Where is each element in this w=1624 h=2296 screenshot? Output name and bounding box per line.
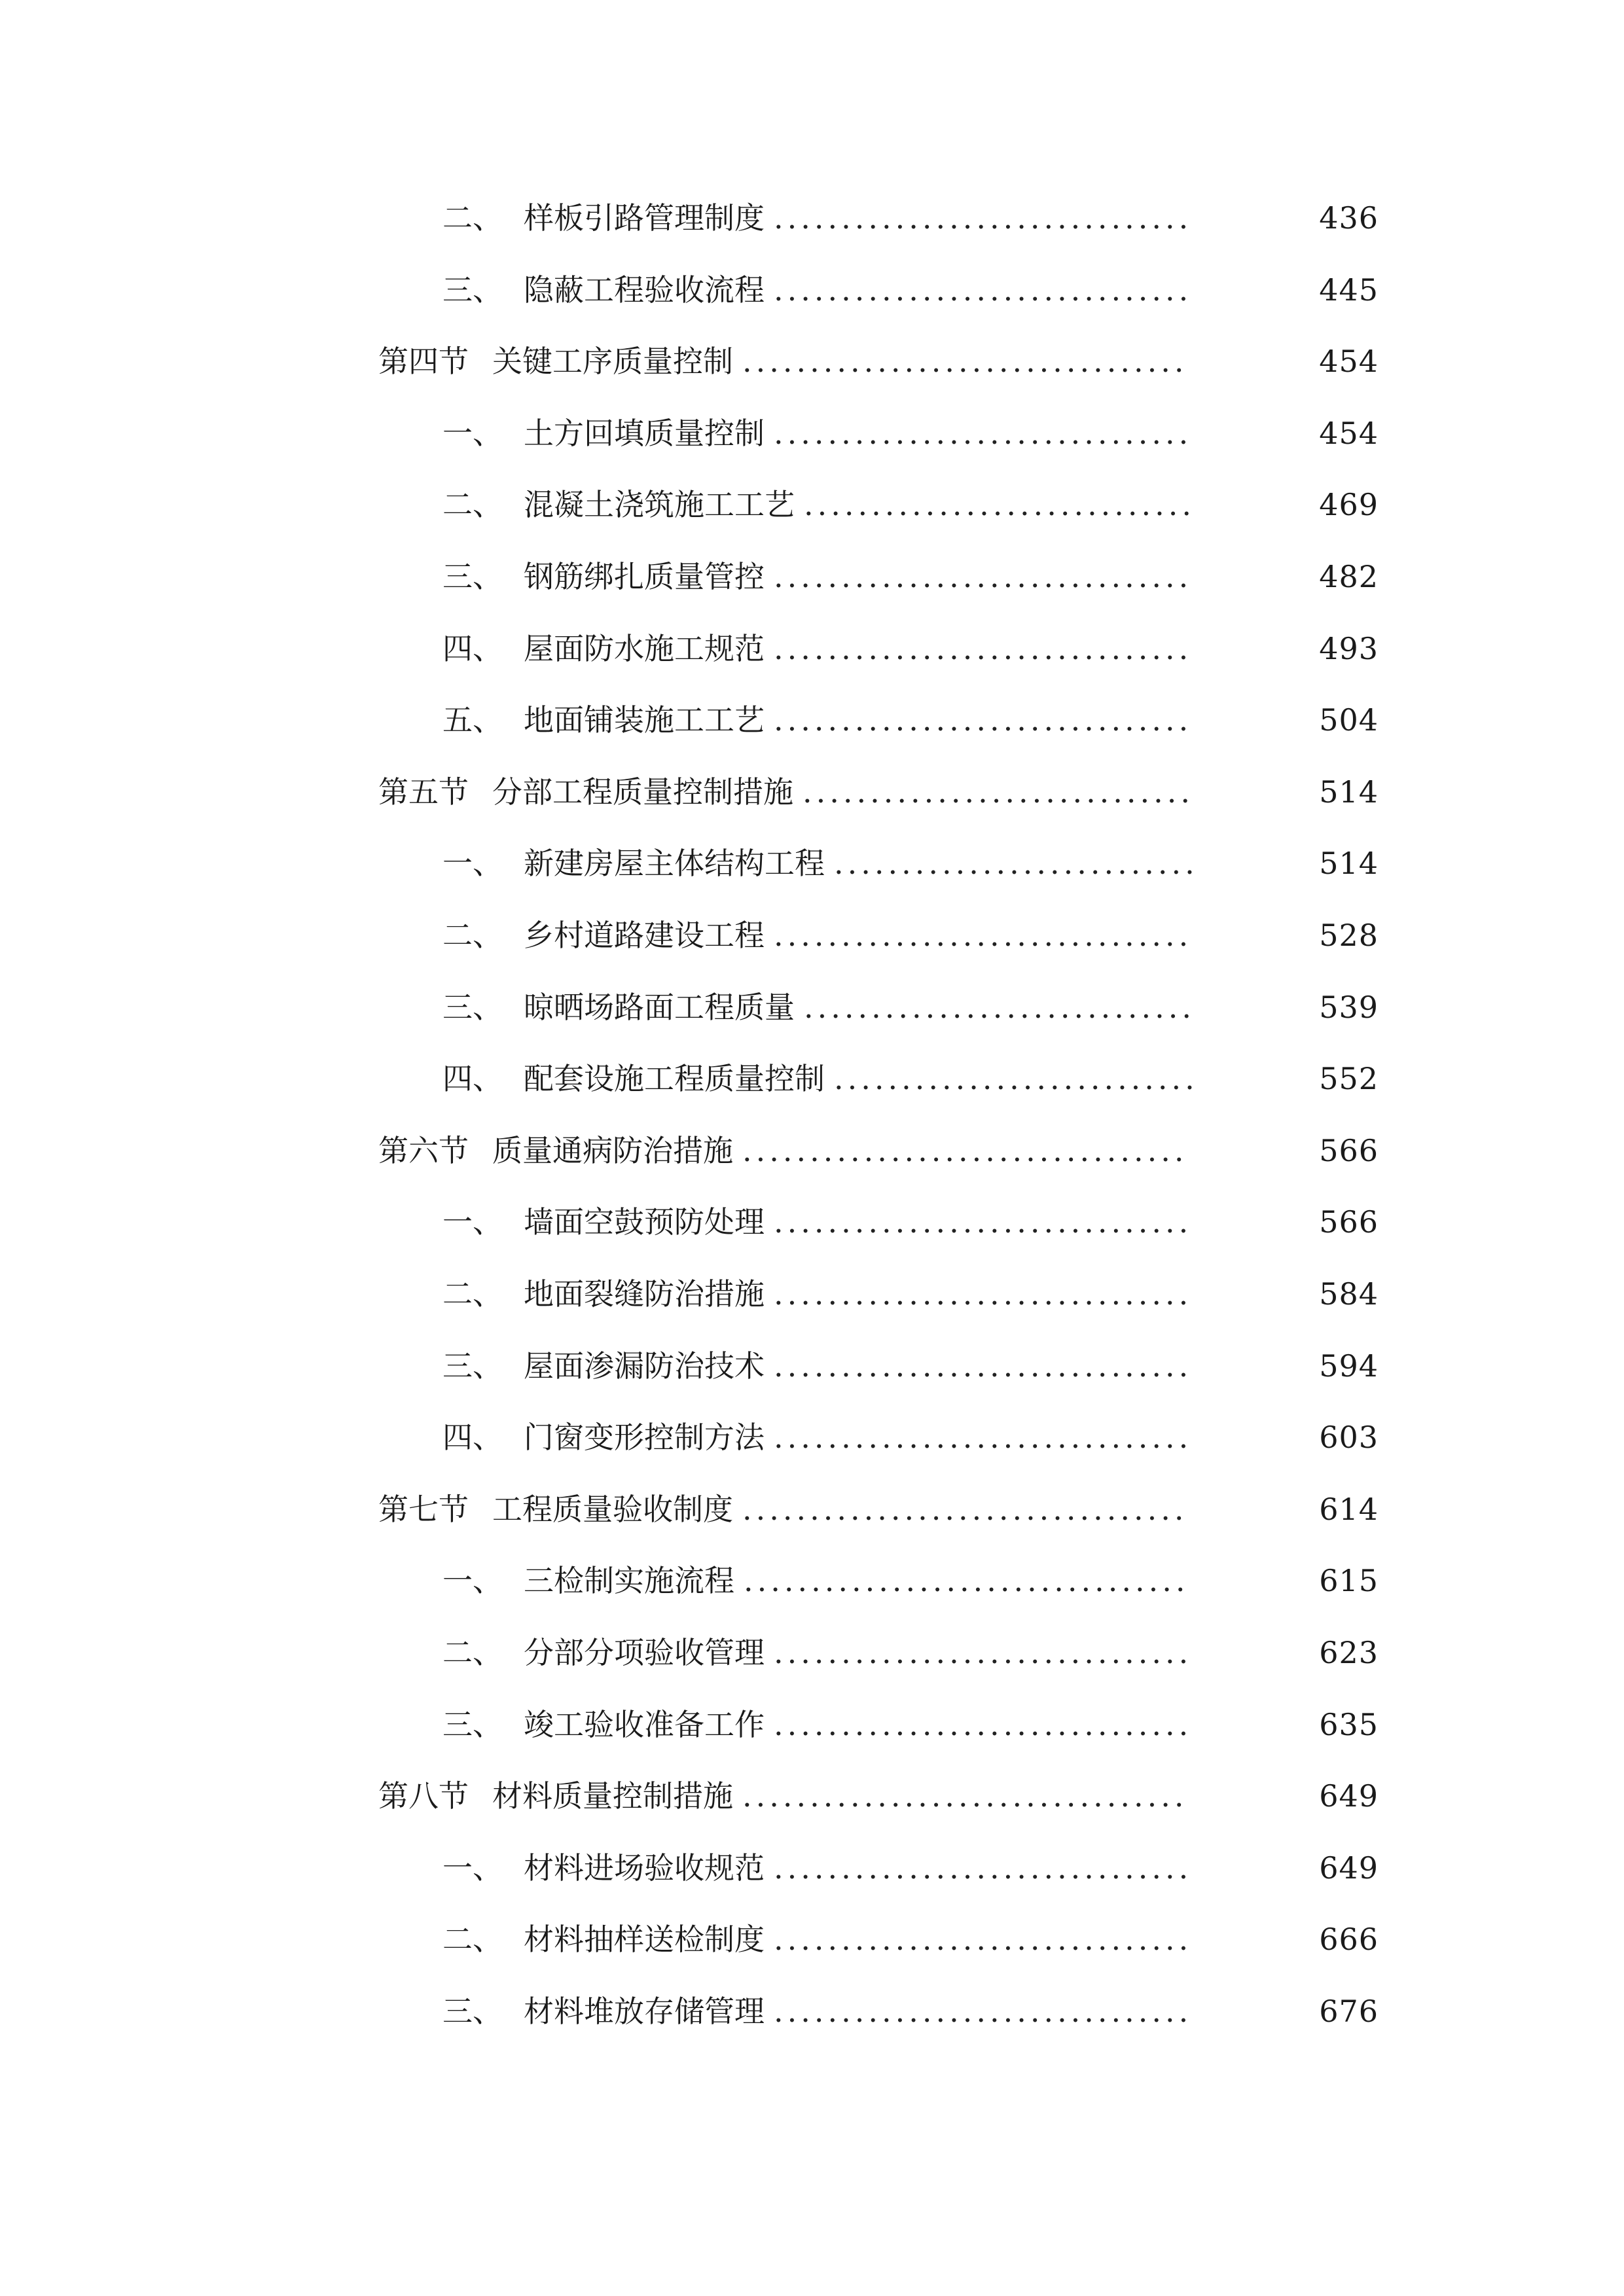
toc-dot-leader: ........................... — [834, 846, 1199, 882]
toc-dot-leader: ............................... — [774, 1706, 1193, 1742]
toc-entry-number: 一、 — [442, 1850, 503, 1886]
toc-dot-leader: ............................... — [774, 1276, 1193, 1312]
toc-entry-title: 地面铺装施工工艺 — [524, 702, 765, 738]
toc-dot-leader: ............................... — [774, 559, 1193, 594]
toc-item-entry[interactable] — [0, 1340, 1624, 1392]
toc-entry-title: 分部工程质量控制措施 — [492, 774, 793, 810]
toc-page-number: 635 — [1319, 1706, 1379, 1742]
toc-page-number: 445 — [1319, 272, 1379, 308]
toc-dot-leader: ............................... — [774, 918, 1193, 953]
toc-dot-leader: ............................... — [774, 630, 1193, 666]
toc-item-entry[interactable] — [0, 264, 1624, 316]
toc-dot-leader: ................................. — [744, 1563, 1189, 1599]
toc-entry-title: 材料抽样送检制度 — [524, 1922, 765, 1958]
toc-entry-title: 混凝土浇筑施工工艺 — [524, 487, 795, 523]
toc-dot-leader: ............................... — [774, 1420, 1193, 1456]
toc-page-number: 454 — [1319, 415, 1379, 451]
toc-item-entry[interactable] — [0, 909, 1624, 961]
toc-entry-title: 屋面渗漏防治技术 — [524, 1348, 765, 1384]
toc-entry-number: 一、 — [442, 1563, 503, 1599]
toc-entry-title: 材料质量控制措施 — [492, 1778, 733, 1814]
toc-entry-number: 第五节 — [378, 774, 469, 810]
toc-entry-number: 二、 — [442, 1635, 503, 1670]
toc-page-number: 649 — [1319, 1778, 1379, 1814]
toc-dot-leader: ................................. — [742, 1491, 1188, 1527]
toc-dot-leader: ............................... — [774, 702, 1193, 738]
toc-page-number: 566 — [1319, 1204, 1379, 1240]
toc-entry-number: 第六节 — [378, 1132, 469, 1168]
toc-item-entry[interactable] — [0, 550, 1624, 603]
toc-page-number: 649 — [1319, 1850, 1379, 1886]
toc-item-entry[interactable] — [0, 1196, 1624, 1248]
toc-page-number: 469 — [1319, 487, 1379, 523]
toc-page-number: 482 — [1319, 559, 1379, 594]
toc-page-number: 436 — [1319, 200, 1379, 236]
toc-page-number: 615 — [1319, 1563, 1379, 1599]
toc-page-number: 493 — [1319, 630, 1379, 666]
toc-entry-number: 四、 — [442, 1061, 503, 1097]
toc-dot-leader: ............................... — [774, 1850, 1193, 1886]
toc-dot-leader: ............................... — [774, 415, 1193, 451]
toc-dot-leader: ............................... — [774, 272, 1193, 308]
toc-entry-title: 新建房屋主体结构工程 — [524, 846, 825, 882]
toc-entry-number: 一、 — [442, 1204, 503, 1240]
toc-item-entry[interactable] — [0, 1842, 1624, 1894]
toc-entry-number: 三、 — [442, 559, 503, 594]
toc-entry-number: 一、 — [442, 415, 503, 451]
toc-page-number: 566 — [1319, 1132, 1379, 1168]
toc-item-entry[interactable] — [0, 837, 1624, 889]
toc-section-entry[interactable] — [0, 1483, 1624, 1535]
toc-entry-title: 关键工序质量控制 — [492, 344, 733, 380]
toc-entry-number: 一、 — [442, 846, 503, 882]
toc-entry-title: 配套设施工程质量控制 — [524, 1061, 825, 1097]
toc-item-entry[interactable] — [0, 478, 1624, 531]
toc-page-number: 504 — [1319, 702, 1379, 738]
toc-entry-title: 墙面空鼓预防处理 — [524, 1204, 765, 1240]
toc-entry-number: 三、 — [442, 1348, 503, 1384]
toc-entry-title: 分部分项验收管理 — [524, 1635, 765, 1670]
toc-item-entry[interactable] — [0, 1698, 1624, 1751]
toc-page-number: 676 — [1319, 1994, 1379, 2029]
toc-dot-leader: ............................... — [774, 1635, 1193, 1670]
toc-entry-number: 二、 — [442, 918, 503, 953]
toc-item-entry[interactable] — [0, 1626, 1624, 1679]
toc-dot-leader: ............................... — [774, 1922, 1193, 1958]
toc-page-number: 614 — [1319, 1491, 1379, 1527]
toc-entry-number: 三、 — [442, 1994, 503, 2029]
toc-entry-number: 三、 — [442, 272, 503, 308]
toc-entry-title: 地面裂缝防治措施 — [524, 1276, 765, 1312]
toc-page-number: 623 — [1319, 1635, 1379, 1670]
toc-entry-title: 三检制实施流程 — [524, 1563, 734, 1599]
toc-entry-number: 二、 — [442, 1922, 503, 1958]
toc-dot-leader: ............................... — [774, 200, 1193, 236]
toc-dot-leader: ............................. — [803, 774, 1195, 810]
toc-dot-leader: ............................. — [804, 487, 1196, 523]
toc-section-entry[interactable] — [0, 766, 1624, 818]
toc-page-number: 539 — [1319, 989, 1379, 1025]
toc-entry-title: 竣工验收准备工作 — [524, 1706, 765, 1742]
toc-dot-leader: ............................... — [774, 1204, 1193, 1240]
toc-dot-leader: ................................. — [742, 344, 1188, 380]
toc-dot-leader: ............................... — [774, 1348, 1193, 1384]
toc-entry-title: 乡村道路建设工程 — [524, 918, 765, 953]
toc-section-entry[interactable] — [0, 335, 1624, 387]
toc-item-entry[interactable] — [0, 694, 1624, 746]
toc-section-entry[interactable] — [0, 1770, 1624, 1822]
toc-page-number: 514 — [1319, 846, 1379, 882]
toc-entry-number: 四、 — [442, 630, 503, 666]
toc-page-number: 603 — [1319, 1420, 1379, 1456]
toc-entry-number: 二、 — [442, 487, 503, 523]
toc-entry-title: 样板引路管理制度 — [524, 200, 765, 236]
toc-item-entry[interactable] — [0, 622, 1624, 675]
toc-page-number: 514 — [1319, 774, 1379, 810]
toc-entry-number: 第四节 — [378, 344, 469, 380]
toc-entry-title: 钢筋绑扎质量管控 — [524, 559, 765, 594]
toc-page-number: 594 — [1319, 1348, 1379, 1384]
toc-item-entry[interactable] — [0, 1268, 1624, 1320]
toc-entry-title: 隐蔽工程验收流程 — [524, 272, 765, 308]
toc-dot-leader: ............................. — [804, 989, 1196, 1025]
toc-entry-number: 第七节 — [378, 1491, 469, 1527]
toc-entry-title: 质量通病防治措施 — [492, 1132, 733, 1168]
toc-item-entry[interactable] — [0, 1985, 1624, 2037]
toc-entry-number: 第八节 — [378, 1778, 469, 1814]
toc-entry-number: 三、 — [442, 1706, 503, 1742]
toc-section-entry[interactable] — [0, 1124, 1624, 1177]
toc-dot-leader: ................................. — [742, 1778, 1188, 1814]
toc-page-number: 666 — [1319, 1922, 1379, 1958]
toc-page-number: 552 — [1319, 1061, 1379, 1097]
toc-entry-title: 土方回填质量控制 — [524, 415, 765, 451]
toc-dot-leader: ........................... — [834, 1061, 1199, 1097]
toc-dot-leader: ................................. — [742, 1132, 1188, 1168]
toc-entry-title: 工程质量验收制度 — [492, 1491, 733, 1527]
toc-item-entry[interactable] — [0, 981, 1624, 1033]
toc-page-number: 584 — [1319, 1276, 1379, 1312]
toc-entry-title: 材料堆放存储管理 — [524, 1994, 765, 2029]
toc-item-entry[interactable] — [0, 407, 1624, 459]
toc-item-entry[interactable] — [0, 1411, 1624, 1463]
toc-entry-number: 四、 — [442, 1420, 503, 1456]
toc-entry-number: 二、 — [442, 200, 503, 236]
toc-page-number: 454 — [1319, 344, 1379, 380]
toc-item-entry[interactable] — [0, 192, 1624, 244]
toc-entry-title: 屋面防水施工规范 — [524, 630, 765, 666]
toc-entry-title: 材料进场验收规范 — [524, 1850, 765, 1886]
toc-item-entry[interactable] — [0, 1554, 1624, 1607]
toc-entry-title: 晾晒场路面工程质量 — [524, 989, 795, 1025]
toc-dot-leader: ............................... — [774, 1994, 1193, 2029]
toc-page-number: 528 — [1319, 918, 1379, 953]
toc-entry-title: 门窗变形控制方法 — [524, 1420, 765, 1456]
toc-item-entry[interactable] — [0, 1052, 1624, 1105]
toc-entry-number: 三、 — [442, 989, 503, 1025]
toc-item-entry[interactable] — [0, 1913, 1624, 1965]
toc-entry-number: 二、 — [442, 1276, 503, 1312]
toc-entry-number: 五、 — [442, 702, 503, 738]
